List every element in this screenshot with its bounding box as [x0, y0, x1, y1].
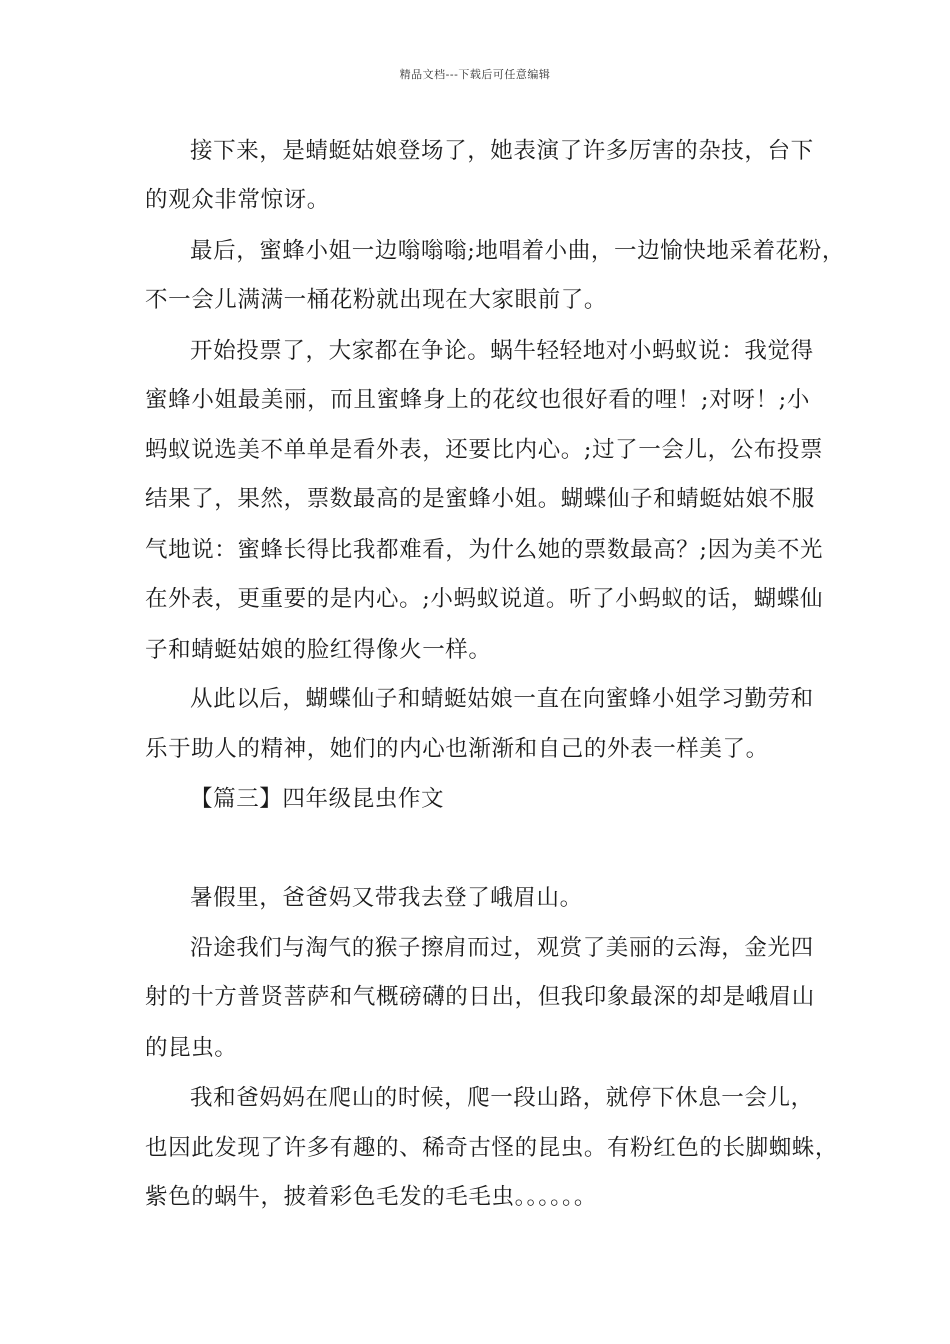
- text-line: 最后，蜜蜂小姐一边嗡嗡嗡;地唱着小曲，一边愉快地采着花粉，: [190, 238, 845, 264]
- text-line: 子和蜻蜓姑娘的脸红得像火一样。: [145, 637, 492, 663]
- text-line: 也因此发现了许多有趣的、稀奇古怪的昆虫。有粉红色的长脚蜘蛛，: [145, 1135, 839, 1161]
- text-line: 紫色的蜗牛，披着彩色毛发的毛毛虫。。。。。。: [145, 1184, 597, 1210]
- text-line: 气地说：蜜蜂长得比我都难看，为什么她的票数最高？;因为美不光: [145, 537, 824, 563]
- text-line: 乐于助人的精神，她们的内心也渐渐和自己的外表一样美了。: [145, 736, 769, 762]
- text-line: 暑假里，爸爸妈又带我去登了峨眉山。: [190, 885, 583, 911]
- text-line: 的观众非常惊讶。: [145, 187, 330, 213]
- text-line: 沿途我们与淘气的猴子擦肩而过，观赏了美丽的云海，金光四: [190, 935, 814, 961]
- text-line: 的昆虫。: [145, 1035, 238, 1061]
- text-line: 结果了，果然，票数最高的是蜜蜂小姐。蝴蝶仙子和蜻蜓姑娘不服: [145, 486, 815, 512]
- text-line: 蜜蜂小姐最美丽，而且蜜蜂身上的花纹也很好看的哩！;对呀！;小: [145, 387, 810, 413]
- section-title: 【篇三】四年级昆虫作文: [190, 786, 445, 812]
- text-line: 接下来，是蜻蜓姑娘登场了，她表演了许多厉害的杂技，台下: [190, 138, 814, 164]
- text-line: 在外表，更重要的是内心。;小蚂蚁说道。听了小蚂蚁的话，蝴蝶仙: [145, 586, 824, 612]
- text-line: 射的十方普贤菩萨和气概磅礴的日出，但我印象最深的却是峨眉山: [145, 984, 815, 1010]
- page-header: 精品文档---下载后可任意编辑: [399, 68, 551, 81]
- text-line: 从此以后，蝴蝶仙子和蜻蜓姑娘一直在向蜜蜂小姐学习勤劳和: [190, 686, 814, 712]
- text-line: 开始投票了，大家都在争论。蜗牛轻轻地对小蚂蚁说：我觉得: [190, 338, 814, 364]
- text-line: 我和爸妈妈在爬山的时候，爬一段山路，就停下休息一会儿，: [190, 1085, 814, 1111]
- text-line: 蚂蚁说选美不单单是看外表，还要比内心。;过了一会儿，公布投票: [145, 437, 824, 463]
- text-line: 不一会儿满满一桶花粉就出现在大家眼前了。: [145, 287, 608, 313]
